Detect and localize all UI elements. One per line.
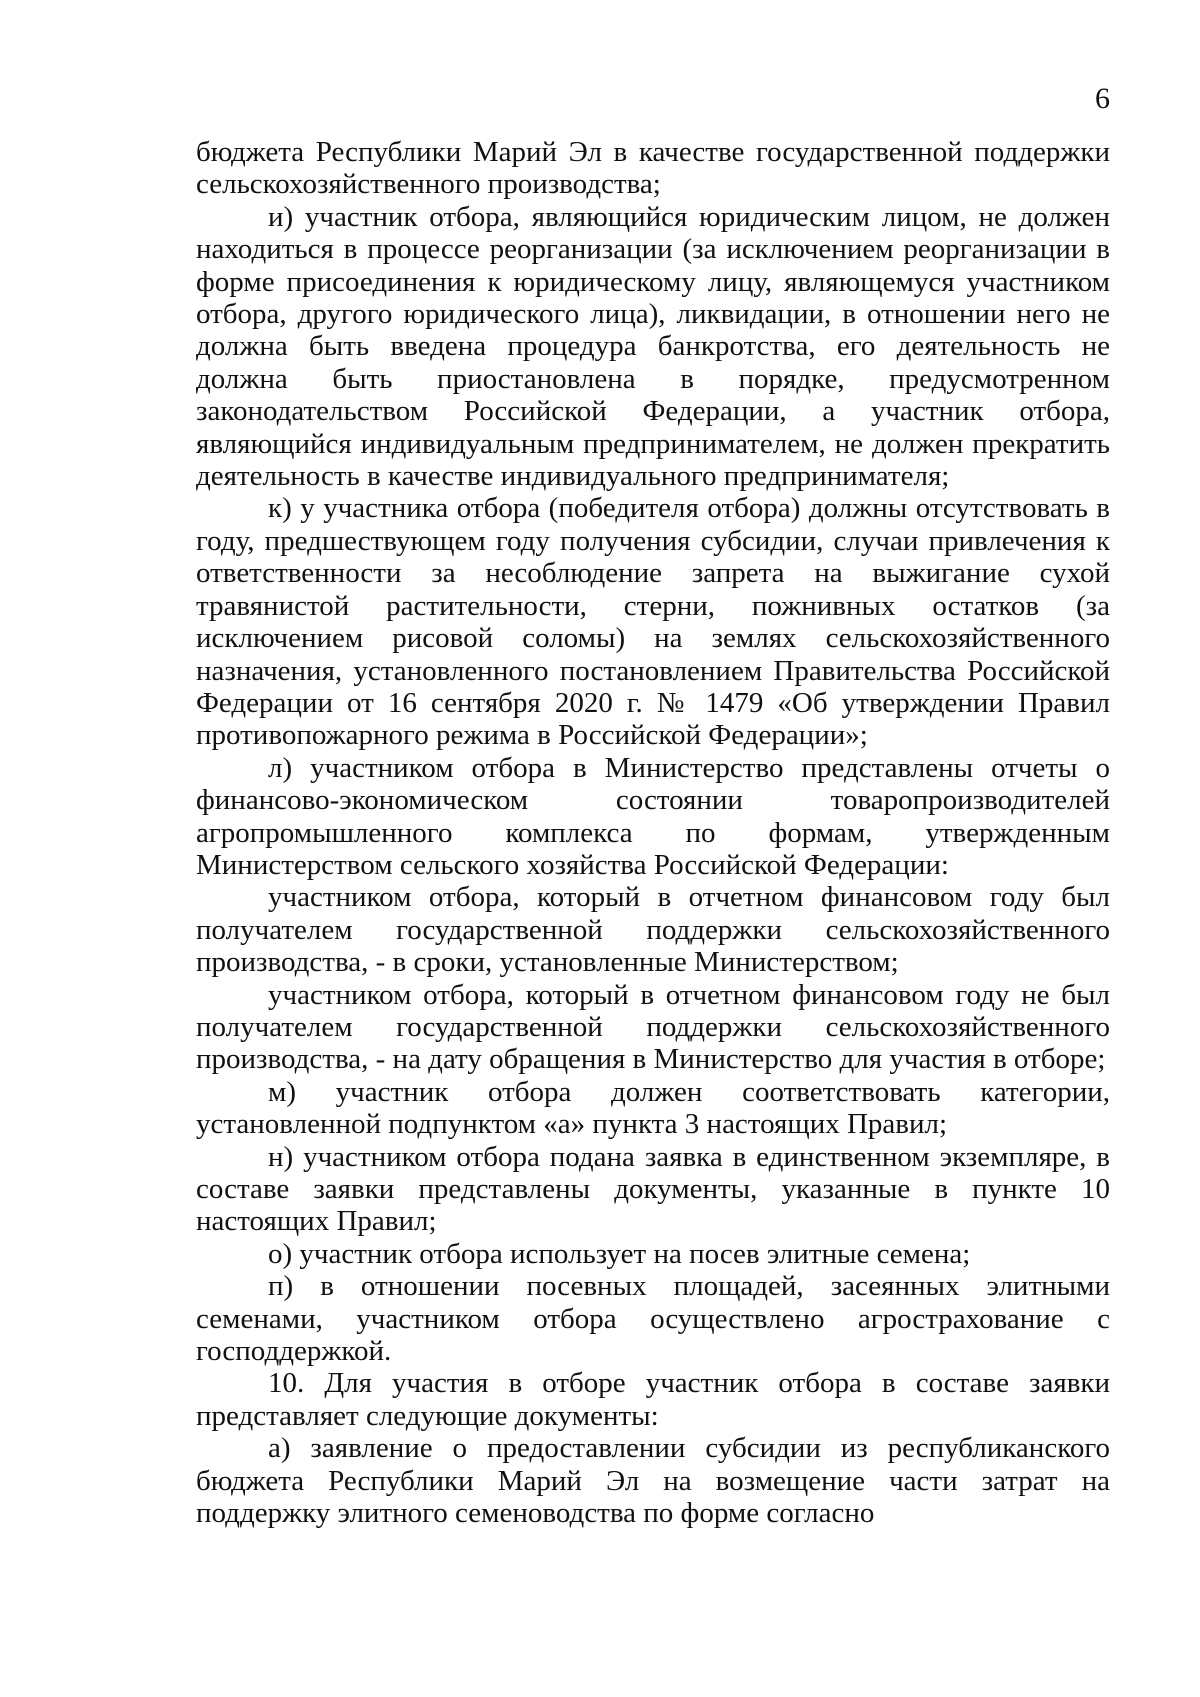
paragraph-item-m: м) участник отбора должен соответствовать категории, установленной подпунктом «а» пункта 3 настоящих Правил; bbox=[196, 1075, 1110, 1141]
paragraph-reporting-non-recipient: участником отбора, который в отчетном финансовом году не был получателем государственной поддержки сельскохозяйственного производства, - на дату обращения в Министерство для участия в отборе; bbox=[196, 978, 1110, 1076]
paragraph-reporting-recipient: участником отбора, который в отчетном финансовом году был получателем государственной поддержки сельскохозяйственного производства, - в сроки, установленные Министерством; bbox=[196, 881, 1110, 979]
document-body bbox=[196, 136, 1110, 1529]
paragraph-item-p: п) в отношении посевных площадей, засеянных элитными семенами, участником отбора осуществлено агрострахование с господдержкой. bbox=[196, 1270, 1110, 1368]
paragraph-item-a: а) заявление о предоставлении субсидии из республиканского бюджета Республики Марий Эл на возмещение части затрат на поддержку элитного семеноводства по форме согласно bbox=[196, 1432, 1110, 1530]
paragraph-section-10: 10. Для участия в отборе участник отбора в составе заявки представляет следующие документы: bbox=[196, 1367, 1110, 1432]
paragraph-item-n: н) участником отбора подана заявка в единственном экземпляре, в составе заявки представлены документы, указанные в пункте 10 настоящих Правил; bbox=[196, 1140, 1110, 1238]
paragraph-continuation: бюджета Республики Марий Эл в качестве государственной поддержки сельскохозяйственного производства; bbox=[196, 136, 1110, 201]
paragraph-item-k: к) у участника отбора (победителя отбора) должны отсутствовать в году, предшествующем году получения субсидии, случаи привлечения к ответственности за несоблюдение запрета на выжигание сухой травянистой растительности, стерни, пожнивных остатков (за исключением рисовой соломы) на землях сельскохозяйственного назначения, установленного постановлением Правительства Российской Федерации от 16 сентября 2020 г. № 1479 «Об утверждении Правил противопожарного режима в Российской Федерации»; bbox=[196, 492, 1110, 752]
paragraph-item-o: о) участник отбора использует на посев элитные семена; bbox=[268, 1237, 971, 1270]
paragraph-item-l: л) участником отбора в Министерство представлены отчеты о финансово-экономическом состоянии товаропроизводителей агропромышленного комплекса по формам, утвержденным Министерством сельского хозяйства Российской Федерации: bbox=[196, 751, 1110, 881]
page-number: 6 bbox=[1095, 82, 1110, 115]
paragraph-item-i: и) участник отбора, являющийся юридическим лицом, не должен находиться в процессе реорганизации (за исключением реорганизации в форме присоединения к юридическому лицу, являющемуся участником отбора, другого юридического лица), ликвидации, в отношении него не должна быть введена процедура банкротства, его деятельность не должна быть приостановлена в порядке, предусмотренном законодательством Российской Федерации, а участник отбора, являющийся индивидуальным предпринимателем, не должен прекратить деятельность в качестве индивидуального предпринимателя; bbox=[196, 200, 1110, 493]
